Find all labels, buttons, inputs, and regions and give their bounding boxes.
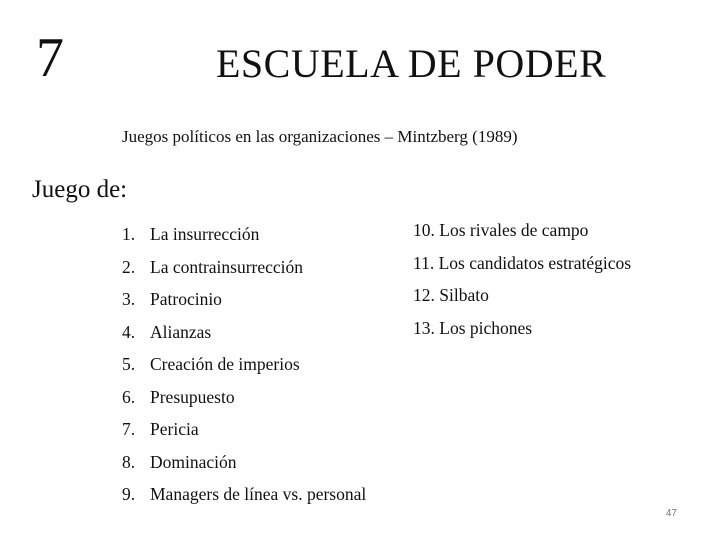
list-item-text: Pericia [150, 419, 199, 439]
list-item-text: Managers de línea vs. personal [150, 484, 367, 504]
list-item-text: Presupuesto [150, 386, 235, 407]
list-item: 12. Silbato [413, 285, 489, 305]
chapter-number: 7 [36, 27, 64, 89]
list-item-number: 6. [122, 386, 136, 407]
list-item-text: Dominación [150, 451, 237, 472]
games-list-right [413, 219, 631, 349]
list-item-number: 4. [122, 321, 136, 342]
list-item [122, 483, 366, 516]
page-number: 47 [665, 508, 677, 519]
slide-title: ESCUELA DE PODER [216, 41, 607, 86]
list-item [122, 353, 366, 386]
list-item: 10. Los rivales de campo [413, 220, 589, 240]
list-item-number: 7. [122, 419, 136, 439]
list-item-number: 1. [122, 224, 136, 244]
games-list-left [122, 223, 366, 516]
list-item [122, 386, 366, 419]
list-item-text: La contrainsurrección [150, 256, 304, 277]
list-item-text: Patrocinio [150, 289, 222, 309]
list-item-text: La insurrección [150, 224, 260, 244]
list-item: 13. Los pichones [413, 317, 533, 338]
list-item-number: 5. [122, 354, 136, 374]
list-item: 11. Los candidatos estratégicos [413, 252, 632, 273]
list-item [122, 321, 366, 354]
list-item-number: 2. [122, 256, 136, 277]
list-item [122, 223, 366, 256]
list-item [122, 451, 366, 484]
list-item-text: Creación de imperios [150, 354, 300, 374]
list-item-number: 9. [122, 484, 136, 504]
slide-subtitle: Juegos políticos en las organizaciones – Mintzberg (1989) [122, 127, 518, 146]
list-item [122, 288, 366, 321]
section-label: Juego de: [32, 176, 128, 203]
list-item [122, 256, 366, 289]
list-item-number: 3. [122, 289, 136, 309]
list-item-number: 8. [122, 451, 136, 472]
list-item [122, 418, 366, 451]
list-item-text: Alianzas [150, 321, 212, 342]
